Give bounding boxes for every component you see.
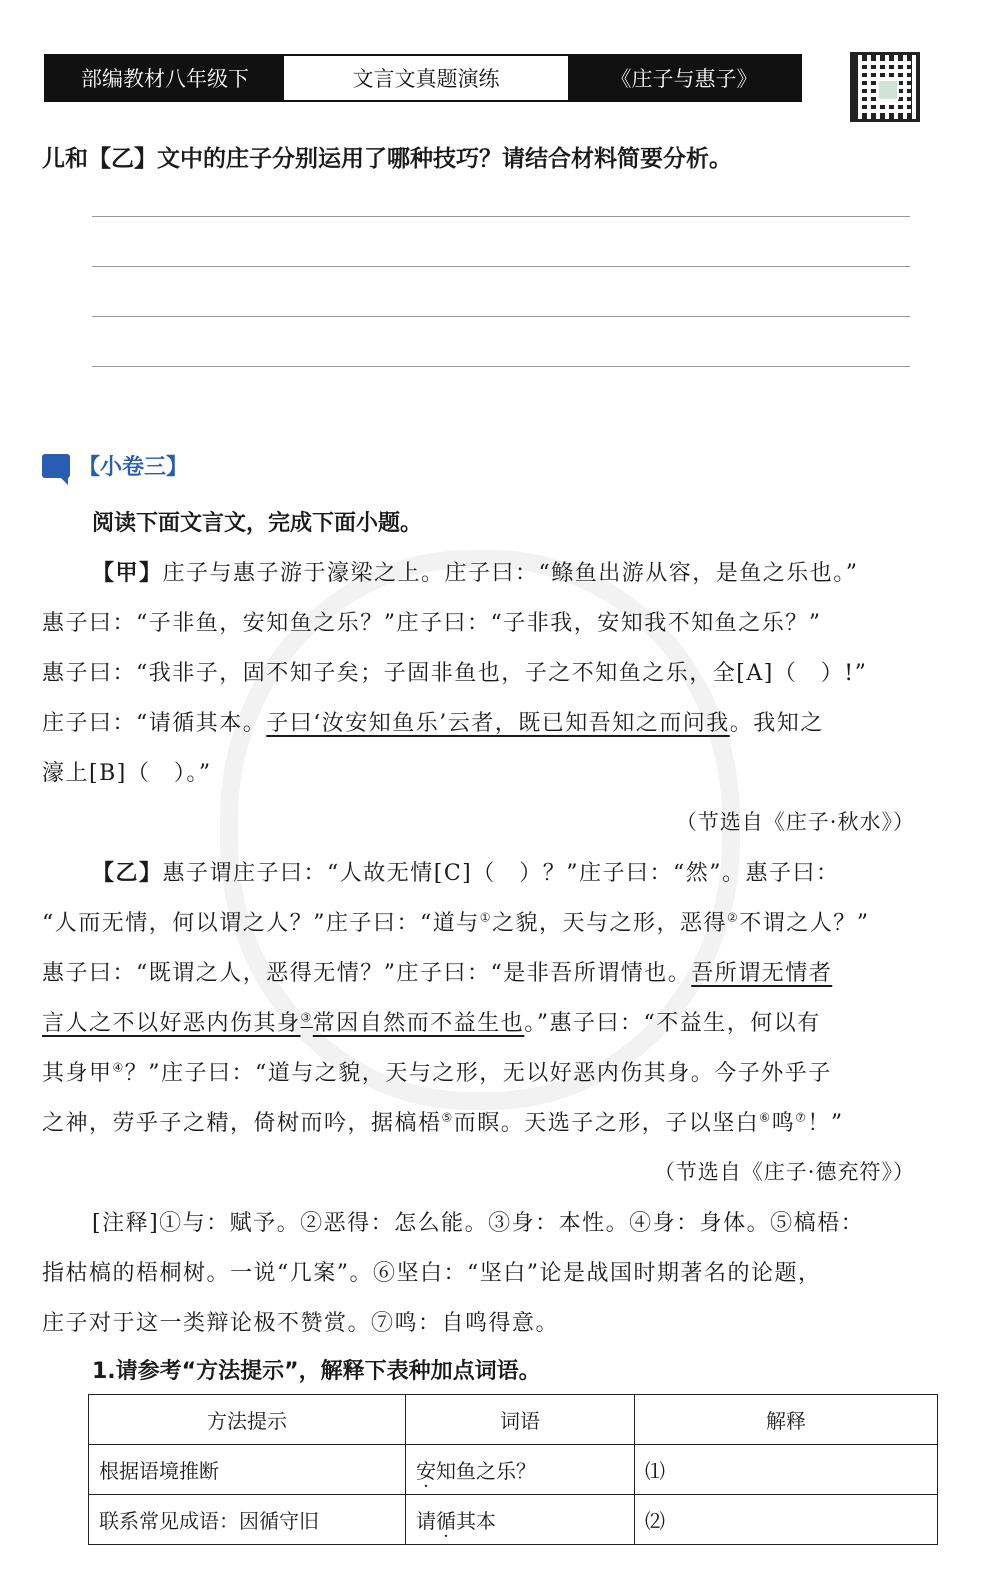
underlined-sentence: 常因自然而不益生也 <box>312 1011 525 1036</box>
yi-text: ！” <box>807 1111 844 1136</box>
jia-tag: 【甲】 <box>92 561 163 586</box>
word-text: 知鱼之乐？ <box>436 1459 536 1483</box>
yi-text: 惠子曰：“既谓之人，恶得无情？”庄子曰：“是非吾所谓情也。 <box>42 961 692 986</box>
header-textbook: 部编教材八年级下 <box>46 56 284 100</box>
answer-line[interactable] <box>92 366 910 367</box>
qr-logo <box>877 79 899 101</box>
yi-text: 不谓之人？” <box>739 911 870 936</box>
yi-line-5 <box>42 1056 832 1087</box>
word-text: 请 <box>416 1509 436 1533</box>
answer-line[interactable] <box>92 316 910 317</box>
notes-line-1: [注释]①与：赋予。②恶得：怎么能。③身：本性。④身：身体。⑤槁梧： <box>92 1211 865 1236</box>
dotted-word: 安 <box>416 1459 436 1483</box>
header-bar <box>44 54 802 102</box>
method-cell: 联系常见成语：因循守旧 <box>89 1495 406 1545</box>
table-header: 方法提示 <box>89 1395 406 1445</box>
jia-line-1 <box>92 556 859 587</box>
table-row <box>89 1495 938 1545</box>
yi-text: 而瞑。天选子之形，子以坚白 <box>453 1111 760 1136</box>
jia-line-4 <box>42 706 824 737</box>
jia-text: 。我知之 <box>729 711 824 736</box>
note-marker: ① <box>479 910 493 925</box>
yi-line-3 <box>42 956 832 987</box>
yi-text: 之貌，天与之形，恶得 <box>492 911 728 936</box>
yi-line-4 <box>42 1006 821 1037</box>
underlined-sentence: 言人之不以好恶内伤其身 <box>42 1011 301 1036</box>
section-title-text: 【小卷三】 <box>78 455 189 480</box>
notes-line-3: 庄子对于这一类辩论极不赞赏。⑦鸣：自鸣得意。 <box>42 1311 560 1336</box>
yi-line-2 <box>42 906 870 937</box>
note-marker: ③ <box>300 1010 313 1025</box>
yi-text: 。”惠子曰：“不益生，何以有 <box>524 1011 821 1036</box>
note-marker: ④ <box>112 1060 125 1075</box>
yi-text: 其身甲 <box>42 1061 113 1086</box>
question-1: 1.请参考“方法提示”，解释下表种加点词语。 <box>92 1359 541 1384</box>
word-text: 其本 <box>456 1509 496 1533</box>
note-marker: ⑤ <box>441 1110 454 1125</box>
answer-cell[interactable]: ⑴ <box>635 1445 938 1495</box>
header-title: 《庄子与惠子》 <box>568 56 800 100</box>
dotted-word: 循 <box>436 1509 456 1533</box>
yi-text: 鸣 <box>771 1111 796 1136</box>
jia-line-3: 惠子曰：“我非子，固不知子矣；子固非鱼也，子之不知鱼之乐，全[A]（ ）!” <box>42 661 868 686</box>
previous-question-text: 儿和【乙】文中的庄子分别运用了哪种技巧？请结合材料简要分析。 <box>42 146 732 172</box>
yi-text: “人而无情，何以谓之人？”庄子曰：“道与 <box>42 911 480 936</box>
method-cell: 根据语境推断 <box>89 1445 406 1495</box>
note-marker: ⑥ <box>759 1110 772 1125</box>
answer-cell[interactable]: ⑵ <box>635 1495 938 1545</box>
jia-line-2: 惠子曰：“子非鱼，安知鱼之乐？”庄子曰：“子非我，安知我不知鱼之乐？” <box>42 611 822 636</box>
jia-source: （节选自《庄子·秋水》） <box>675 810 915 834</box>
word-cell <box>406 1495 635 1545</box>
notes-line-2: 指枯槁的梧桐树。一说“几案”。⑥坚白：“坚白”论是战国时期著名的论题， <box>42 1261 822 1286</box>
jia-text: 庄子曰：“请循其本。 <box>42 711 267 736</box>
yi-line-1 <box>92 856 840 887</box>
jia-text: 庄子与惠子游于濠梁之上。庄子曰：“鲦鱼出游从容，是鱼之乐也。” <box>162 561 859 586</box>
word-cell <box>406 1445 635 1495</box>
note-marker: ② <box>727 910 740 925</box>
answer-line[interactable] <box>92 266 910 267</box>
yi-text: ？”庄子曰：“道与之貌，天与之形，无以好恶内伤其身。今子外乎子 <box>124 1061 832 1086</box>
table-header-row <box>89 1395 938 1445</box>
table-header: 解释 <box>635 1395 938 1445</box>
underlined-sentence: 吾所谓无情者 <box>691 961 833 986</box>
section-title <box>42 450 188 481</box>
yi-text: 之神，劳乎子之精，倚树而吟，据槁梧 <box>42 1111 442 1136</box>
chat-bubble-icon <box>42 454 70 478</box>
yi-source: （节选自《庄子·德充符》） <box>653 1160 915 1184</box>
reading-prompt: 阅读下面文言文，完成下面小题。 <box>92 511 423 536</box>
table-row <box>89 1445 938 1495</box>
table-header: 词语 <box>406 1395 635 1445</box>
method-table <box>88 1394 938 1545</box>
yi-tag: 【乙】 <box>92 861 163 886</box>
answer-line[interactable] <box>92 216 910 217</box>
jia-line-5: 濠上[B]（ ）。” <box>42 761 212 786</box>
yi-text: 惠子谓庄子曰：“人故无情[C]（ ）？”庄子曰：“然”。惠子曰： <box>162 861 840 886</box>
underlined-sentence: 子曰‘汝安知鱼乐’云者，既已知吾知之而问我 <box>266 711 730 736</box>
yi-line-6 <box>42 1106 844 1137</box>
header-topic: 文言文真题演练 <box>284 56 568 100</box>
qr-code-icon[interactable] <box>850 52 920 122</box>
note-marker: ⑦ <box>795 1110 808 1125</box>
